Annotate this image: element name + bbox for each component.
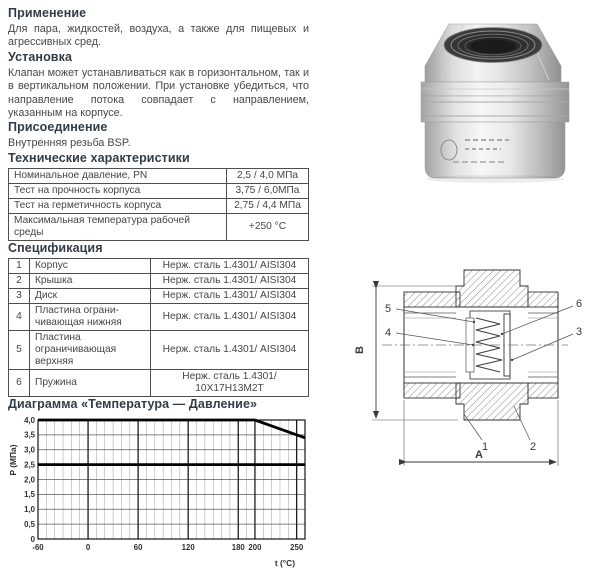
bom-part: Пружина xyxy=(30,370,151,397)
callout-2: 2 xyxy=(529,441,537,453)
bom-part: Крышка xyxy=(30,273,151,288)
connection-heading: Присоединение xyxy=(8,120,108,135)
svg-text:1,5: 1,5 xyxy=(24,490,35,500)
bom-material: Нерж. сталь 1.4301/ AISI304 xyxy=(151,273,309,288)
svg-text:120: 120 xyxy=(181,543,195,553)
valve-lower-body xyxy=(425,122,565,178)
application-text: Для пара, жидкостей, воздуха, а также для пищевых и агрессивных сред. xyxy=(8,23,309,49)
svg-text:2,5: 2,5 xyxy=(24,460,35,470)
table-row xyxy=(9,213,309,240)
table-row xyxy=(9,273,309,288)
bom-heading: Спецификация xyxy=(8,240,103,255)
svg-text:60: 60 xyxy=(133,543,143,553)
bom-part: Пластина ограни-чивающая нижняя xyxy=(30,303,151,330)
svg-text:200: 200 xyxy=(248,543,262,553)
body-bottom-cap xyxy=(456,383,528,420)
tech-specs-heading: Технические характеристики xyxy=(8,150,190,165)
bom-table xyxy=(8,258,309,397)
installation-text: Клапан может устанавливаться как в горизонтальном, так и в вертикальном положении. При установке убедиться, что направление потока совпадает с направлением, указанным на корпусе. xyxy=(8,66,309,119)
callout-6: 6 xyxy=(575,298,583,310)
spec-value: +250 °С xyxy=(227,213,309,240)
callout-4: 4 xyxy=(384,327,392,339)
left-coupling-wall xyxy=(404,292,460,307)
text-column xyxy=(8,6,309,577)
bom-material: Нерж. сталь 1.4301/ AISI304 xyxy=(151,258,309,273)
bom-material: Нерж. сталь 1.4301/ 10X17H13M2T xyxy=(151,370,309,397)
table-row xyxy=(9,288,309,303)
bom-part: Диск xyxy=(30,288,151,303)
table-row xyxy=(9,370,309,397)
valve-mid-band xyxy=(421,96,569,122)
svg-text:3,0: 3,0 xyxy=(24,445,35,455)
spec-name: Тест на герметичность корпуса xyxy=(9,198,227,213)
callout-3: 3 xyxy=(575,326,583,338)
spec-value: 2,75 / 4,4 МПа xyxy=(227,198,309,213)
application-heading: Применение xyxy=(8,6,87,20)
svg-text:P (МПа): P (МПа) xyxy=(8,444,18,476)
svg-text:0: 0 xyxy=(30,534,35,544)
table-row xyxy=(9,183,309,198)
svg-text:250: 250 xyxy=(290,543,304,553)
bom-num: 3 xyxy=(9,288,30,303)
callout-1: 1 xyxy=(481,441,489,453)
right-coupling-wall xyxy=(528,292,558,307)
dim-label-b: B xyxy=(354,346,366,354)
svg-text:3,5: 3,5 xyxy=(24,430,35,440)
svg-text:t (°С): t (°С) xyxy=(274,558,295,569)
diagram-heading: Диаграмма «Температура — Давление» xyxy=(8,397,258,412)
bom-material: Нерж. сталь 1.4301/ AISI304 xyxy=(151,303,309,330)
svg-text:0: 0 xyxy=(85,543,91,553)
installation-heading: Установка xyxy=(8,49,72,64)
temperature-pressure-chart-wrap xyxy=(8,414,309,577)
valve-section-drawing xyxy=(352,256,597,489)
bom-num: 5 xyxy=(9,330,30,369)
svg-text:180: 180 xyxy=(231,543,245,553)
bom-num: 6 xyxy=(9,370,30,397)
spec-value: 2,5 / 4,0 МПа xyxy=(227,168,309,183)
bom-num: 2 xyxy=(9,273,30,288)
table-row xyxy=(9,198,309,213)
valve-photo-image xyxy=(397,12,593,188)
bom-material: Нерж. сталь 1.4301/ AISI304 xyxy=(151,330,309,369)
svg-text:4,0: 4,0 xyxy=(24,415,35,425)
tp-chart xyxy=(8,414,310,572)
bom-num: 4 xyxy=(9,303,30,330)
valve-drawing-image xyxy=(352,256,597,484)
svg-text:1,0: 1,0 xyxy=(24,505,35,515)
spec-name: Тест на прочность корпуса xyxy=(9,183,227,198)
spec-value: 3,75 / 6,0МПа xyxy=(227,183,309,198)
svg-text:2,0: 2,0 xyxy=(24,475,35,485)
bom-material: Нерж. сталь 1.4301/ AISI304 xyxy=(151,288,309,303)
spec-name: Максимальная температура рабочей среды xyxy=(9,213,227,240)
bom-part: Пластина ограничивающая верхняя xyxy=(30,330,151,369)
callout-5: 5 xyxy=(384,303,392,315)
tech-specs-table xyxy=(8,168,309,241)
body-top-cap xyxy=(456,270,528,307)
table-row xyxy=(9,330,309,369)
bom-num: 1 xyxy=(9,258,30,273)
spec-name: Номинальное давление, PN xyxy=(9,168,227,183)
svg-text:-60: -60 xyxy=(32,543,44,553)
svg-text:0,5: 0,5 xyxy=(24,520,35,530)
table-row xyxy=(9,258,309,273)
table-row xyxy=(9,168,309,183)
dim-label-a: A xyxy=(475,449,483,461)
connection-text: Внутренняя резьба BSP. xyxy=(8,137,131,150)
table-row xyxy=(9,303,309,330)
bom-part: Корпус xyxy=(30,258,151,273)
valve-photo xyxy=(397,12,593,193)
